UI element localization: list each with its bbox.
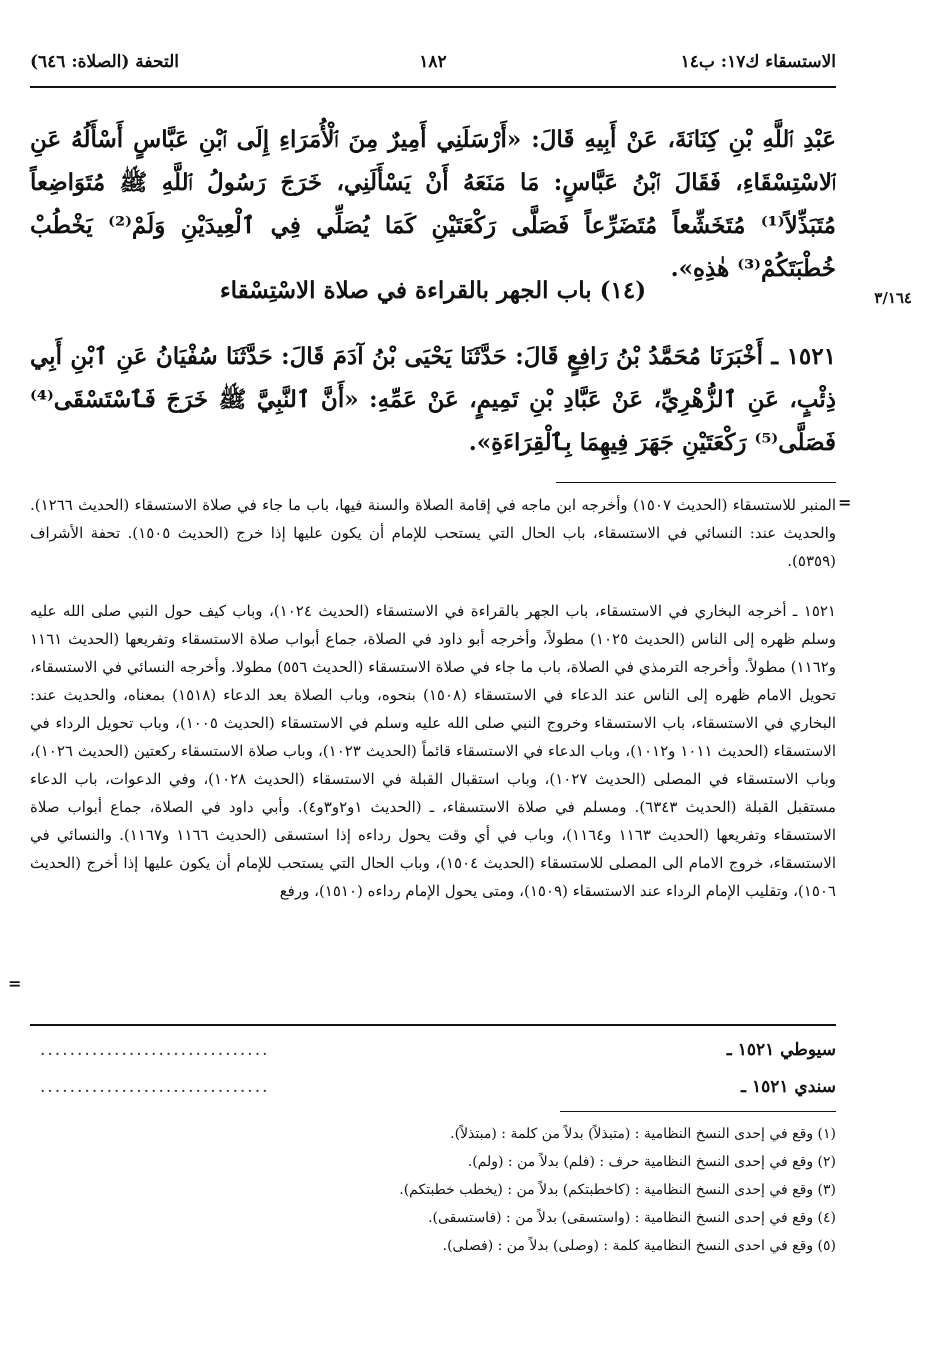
commentary-note-continued: المنبر للاستسقاء (الحديث ١٥٠٧) وأخرجه ابن ماجه في إقامة الصلاة والسنة فيها، باب ما جاء في صلاة الاستسقاء (الحديث ١٢٦٦). والحديث عند: النسائي في الاستسقاء، باب الحال التي يستحب للإمام أن يكون عليها إذا خرج (الحديث ١٥٠٥). تحفة الأشراف (٥٣٥٩). [30,496,836,570]
running-header [30,52,836,78]
footnote-item: (٢) وقع في إحدى النسخ النظامية حرف : (فلم) بدلاً من : (ولم). [467,1154,836,1170]
signature-label: سندي ١٥٢١ ـ [741,1077,836,1097]
continuation-mark-top: = [838,493,852,512]
chapter-heading: (١٤) باب الجهر بالقراءة في صلاة الاسْتِسْقاء [219,277,647,304]
continuation-mark-bottom: = [8,974,22,993]
header-divider [30,86,836,88]
footnote-item: (٥) وقع في احدى النسخ النظامية كلمة : (وصلى) بدلاً من : (فصلى). [442,1238,836,1254]
margin-reference: ٣/١٦٤ [874,289,912,307]
page-number: ١٨٢ [419,52,447,72]
footnote-item: (١) وقع في إحدى النسخ النظامية : (متبذلاً) بدلاً من كلمة : (مبتذلاً). [450,1126,836,1142]
hadith-1521-text: ١٥٢١ ـ أَخْبَرَنَا مُحَمَّدُ بْنُ رَافِعٍ قَالَ: حَدَّثَنَا يَحْيَى بْنُ آدَمَ قَالَ: حَدَّثَنَا سُفْيَانُ عَنِ ٱبْنِ أَبِي ذِئْبٍ، عَنِ ٱلزُّهْرِيِّ، عَنْ عَبَّادِ بْنِ تَمِيمٍ، عَنْ عَمِّهِ: «أَنَّ ٱلنَّبِيَّ ﷺ خَرَجَ فَٱسْتَسْقَى⁽⁴⁾ فَصَلَّى⁽⁵⁾ رَكْعَتَيْنِ جَهَرَ فِيهِمَا بِٱلْقِرَاءَةِ». [30,343,836,456]
footnotes-divider [560,1111,836,1112]
signature-dots: ............................... [40,1040,270,1060]
footnotes [30,1120,836,1260]
footnote-item: (٣) وقع في إحدى النسخ النظامية : (كاخطبتكم) بدلاً من : (يخطب خطبتكم). [399,1182,836,1198]
signature-label: سيوطي ١٥٢١ ـ [726,1040,836,1060]
notes-signatures-divider [30,1024,836,1026]
commentary-note-1521: ١٥٢١ ـ أخرجه البخاري في الاستسقاء، باب الجهر بالقراءة في الاستسقاء (الحديث ١٠٢٤)، وباب كيف حول النبي صلى الله عليه وسلم ظهره إلى الناس (الحديث ١٠٢٥) مطولاً، وأخرجه أبو داود في الصلاة، جماع أبواب صلاة الاستسقاء وتفريعها (الحديث ١١٦١ و١١٦٢) مطولاً. وأخرجه الترمذي في الصلاة، باب ما جاء في صلاة الاستسقاء (الحديث ٥٥٦) مطولا. وأخرجه النسائي في الاستسقاء، تحويل الامام ظهره إلى الناس عند الدعاء في الاستسقاء (١٥٠٨) بنحوه، وباب الصلاة بعد الدعاء (١٥١٨) بمعناه، والحديث عند: البخاري في الاستسقاء، باب الاستسقاء وخروج النبي صلى الله عليه وسلم في الاستسقاء (الحديث ١٠٠٥)، وباب تحويل الرداء في الاستسقاء (الحديث ١٠١١ و١٠١٢)، وباب الدعاء في الاستسقاء قائماً (الحديث ١٠٢٣)، وباب صلاة الاستسقاء ركعتين (الحديث ١٠٢٦)، وباب الاستسقاء في المصلى (الحديث ١٠٢٧)، وباب استقبال القبلة في الاستسقاء (الحديث ١٠٢٨)، وفي الدعوات، باب الدعاء مستقبل القبلة (الحديث ٦٣٤٣). ومسلم في صلاة الاستسقاء، ـ (الحديث ١و٢و٣و٤). وأبي داود في الصلاة، جماع أبواب صلاة الاستسقاء وتفريعها (الحديث ١١٦٣ و١١٦٤)، وباب في أي وقت يحول رداءه إذا استسقى (الحديث ١١٦٦ و١١٦٧). والنسائي في الاستسقاء، خروج الامام الى المصلى للاستسقاء (الحديث ١٥٠٤)، وباب الحال التي يستحب للإمام أن يكون عليها إذا أخرج (الحديث ١٥٠٦)، وتقليب الإمام الرداء عند الاستسقاء (١٥٠٩)، ومتى يحول الإمام رداءه (١٥١٠)، ورفع [30,602,837,900]
text-notes-divider [556,482,836,483]
header-tuhfa-ref: التحفة (الصلاة: ٦٤٦) [30,52,180,72]
signature-dots: ............................... [40,1077,270,1097]
footnote-item: (٤) وقع في إحدى النسخ النظامية : (واستسقى) بدلاً من : (فاستسقى). [428,1210,836,1226]
header-chapter-ref: الاستسقاء ك١٧: ب١٤ [680,52,836,72]
hadith-text-continued: عَبْدِ ٱللَّهِ بْنِ كِنَانَةَ، عَنْ أَبِيهِ قَالَ: «أَرْسَلَنِي أَمِيرٌ مِنَ ٱلْأُمَرَاءِ إِلَى ٱبْنِ عَبَّاسٍ أَسْأَلُهُ عَنِ ٱلاسْتِسْقَاءِ، فَقَالَ ٱبْنُ عَبَّاسٍ: مَا مَنَعَهُ أَنْ يَسْأَلَنِي، خَرَجَ رَسُولُ ٱللَّهِ ﷺ مُتَوَاضِعاً مُتَبَذِّلاً⁽¹⁾ مُتَخَشِّعاً مُتَضَرِّعاً فَصَلَّى رَكْعَتَيْنِ كَمَا يُصَلِّي فِي ٱلْعِيدَيْنِ وَلَمْ⁽²⁾ يَخْطُبْ خُطْبَتَكُمْ⁽³⁾ هٰذِهِ». [30,126,836,282]
